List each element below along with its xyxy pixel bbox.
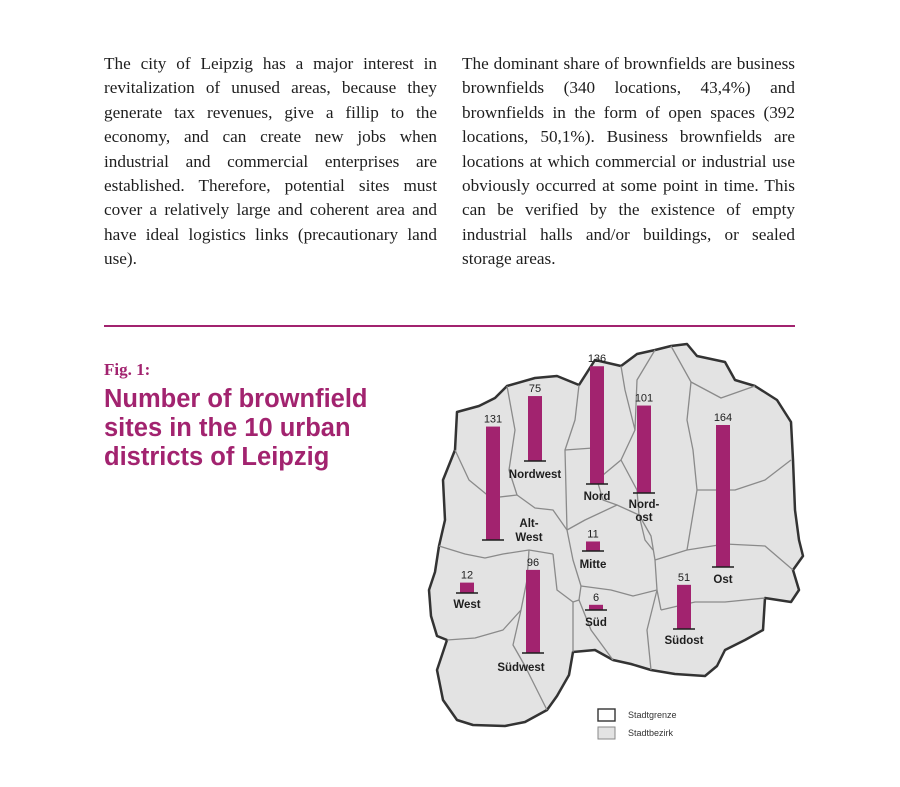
label-mitte: Mitte bbox=[579, 559, 607, 571]
bar-value-nord: 136 bbox=[587, 353, 607, 366]
legend-swatch-stadtbezirk bbox=[598, 727, 615, 739]
label-suedost: Südost bbox=[664, 635, 704, 647]
legend bbox=[598, 709, 677, 739]
label-nord-ost: Nord- bbox=[628, 499, 660, 511]
bar-ost bbox=[716, 425, 730, 567]
district-map bbox=[425, 340, 815, 755]
bar-nord-ost bbox=[637, 406, 651, 493]
bar-value-ost: 164 bbox=[713, 412, 733, 424]
bar-value-suedost: 51 bbox=[677, 571, 691, 584]
bar-value-suedwest: 96 bbox=[526, 556, 540, 569]
label-nord-ost-2: ost bbox=[635, 512, 653, 524]
bar-value-west: 12 bbox=[460, 569, 474, 582]
bar-value-mitte: 11 bbox=[587, 528, 599, 541]
label-west: West bbox=[453, 599, 481, 611]
figure-label: Fig. 1: bbox=[104, 360, 151, 379]
bar-suedost bbox=[677, 585, 691, 629]
legend-label-stadtgrenze: Stadtgrenze bbox=[628, 710, 677, 720]
bar-value-nordwest: 75 bbox=[528, 383, 542, 396]
figure-title: Number of brownfield sites in the 10 urban districts of Leipzig bbox=[104, 385, 368, 471]
bar-nord bbox=[590, 366, 604, 484]
section-divider bbox=[104, 325, 795, 327]
bar-suedwest bbox=[526, 570, 540, 653]
bar-alt-west bbox=[486, 427, 500, 540]
bar-west bbox=[460, 583, 474, 593]
left-column-text: The city of Leipzig has a major interest in revitalization of unused areas, because they generate tax revenues, give a fillip to the economy, and can create new jobs when industrial and commercial enterprises are established. Therefore, potential sites must cover a relatively large and coherent area and have ideal logistics links (precautionary land use). bbox=[104, 54, 437, 269]
legend-swatch-stadtgrenze bbox=[598, 709, 615, 721]
label-alt-west-2: West bbox=[515, 532, 543, 544]
right-column-text: The dominant share of brownfields are business brownfields (340 locations, 43,4%) and brownfields in the form of open spaces (392 locations, 50,1%). Business brownfields are locations at which commercial or industrial use obviously occurred at some point in time. This can be verified by the existence of empty industrial halls and/or buildings, or sealed storage areas. bbox=[462, 54, 795, 269]
label-nordwest: Nordwest bbox=[508, 469, 562, 481]
bar-nordwest bbox=[528, 396, 542, 461]
bar-mitte bbox=[586, 541, 600, 551]
label-suedwest: Südwest bbox=[497, 662, 545, 674]
bar-value-nord-ost: 101 bbox=[634, 392, 654, 405]
legend-label-stadtbezirk: Stadtbezirk bbox=[628, 728, 674, 738]
bar-value-sued: 6 bbox=[592, 591, 600, 604]
bar-value-alt-west: 131 bbox=[483, 413, 503, 426]
city-outline bbox=[429, 344, 803, 726]
label-sued: Süd bbox=[585, 617, 607, 629]
label-ost: Ost bbox=[713, 574, 733, 586]
label-alt-west: Alt- bbox=[519, 518, 539, 530]
label-nord: Nord bbox=[583, 491, 611, 503]
